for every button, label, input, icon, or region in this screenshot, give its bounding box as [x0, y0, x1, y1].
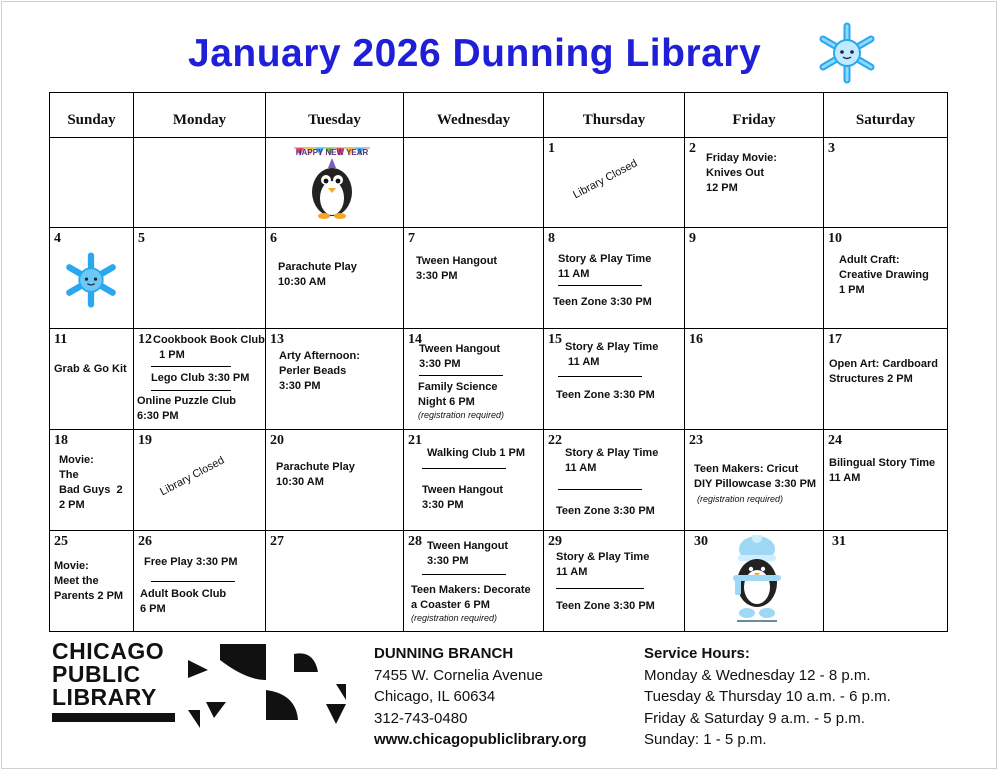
day-number: 24: [828, 433, 842, 448]
separator-line: [558, 376, 642, 377]
header-thursday: Thursday: [544, 93, 685, 138]
snowflake-icon: [818, 22, 876, 84]
logo-line: PUBLIC: [52, 661, 141, 687]
day-cell-29: [544, 531, 685, 632]
day-cell-24: [824, 430, 947, 531]
banner-text: HAPPY NEW YEAR: [295, 148, 369, 157]
day-cell-4: [50, 228, 134, 329]
separator-line: [422, 574, 506, 575]
day-cell-25: [50, 531, 134, 632]
hours-line: Monday & Wednesday 12 - 8 p.m.: [644, 666, 871, 684]
calendar-grid: [49, 92, 948, 632]
day-number: 17: [828, 332, 842, 347]
event-movie-bad-guys: Movie: The Bad Guys 2 2 PM: [59, 454, 123, 511]
event-tween-hangout: Tween Hangout 3:30 PM: [419, 343, 501, 370]
hours-line: Tuesday & Thursday 10 a.m. - 6 p.m.: [644, 688, 891, 705]
day-number: 2: [689, 141, 696, 156]
header-friday: Friday: [685, 93, 824, 138]
hours-line: Sunday: 1 - 5 p.m.: [644, 731, 767, 748]
day-cell-28: [404, 531, 544, 632]
header-sunday: Sunday: [50, 93, 134, 138]
event-cookbook-club: Cookbook Book Club 1 PM: [153, 334, 265, 361]
day-cell-11: [50, 329, 134, 430]
day-cell-empty: [134, 138, 266, 228]
registration-note: (registration required): [418, 410, 505, 420]
event-story-play-time: Story & Play Time 11 AM: [558, 253, 652, 280]
day-number: 19: [138, 433, 152, 448]
logo-line: LIBRARY: [52, 684, 157, 710]
header-saturday: Saturday: [824, 93, 947, 138]
header-monday: Monday: [134, 93, 266, 138]
event-story-play-time: Story & Play Time 11 AM: [565, 341, 659, 368]
day-number: 20: [270, 433, 284, 448]
day-cell-17: [824, 329, 947, 430]
event-parachute-play: Parachute Play 10:30 AM: [276, 461, 355, 488]
event-free-play: Free Play 3:30 PM: [144, 556, 238, 568]
branch-info: [374, 643, 587, 751]
separator-line: [422, 468, 506, 469]
header-wednesday: Wednesday: [404, 93, 544, 138]
day-cell-8: [544, 228, 685, 329]
hours-title: Service Hours:: [644, 645, 750, 662]
day-cell-9: [685, 228, 824, 329]
event-friday-movie: Friday Movie: Knives Out 12 PM: [706, 152, 777, 194]
penguin-skating-icon: [723, 535, 791, 629]
day-number: 27: [270, 534, 284, 549]
day-cell-10: [824, 228, 947, 329]
event-grab-go-kit: Grab & Go Kit: [54, 363, 127, 375]
event-tween-hangout: Tween Hangout 3:30 PM: [416, 255, 498, 282]
event-adult-craft: Adult Craft: Creative Drawing 1 PM: [839, 254, 929, 296]
event-parachute-play: Parachute Play 10:30 AM: [278, 261, 357, 288]
branch-address: 7455 W. Cornelia Avenue: [374, 666, 544, 684]
day-number: 23: [689, 433, 703, 448]
event-movie-meet-the-parents: Movie: Meet the Parents 2 PM: [54, 560, 124, 602]
day-number: 30: [694, 534, 708, 549]
event-teen-zone: Teen Zone 3:30 PM: [553, 296, 652, 308]
day-number: 28: [408, 534, 422, 549]
library-closed-label: Library Closed: [571, 157, 640, 202]
day-cell-empty: [50, 138, 134, 228]
separator-line: [558, 285, 642, 286]
day-cell-3: [824, 138, 947, 228]
website-link[interactable]: www.chicagopubliclibrary.org: [374, 731, 587, 748]
day-cell-14: [404, 329, 544, 430]
event-bilingual-story-time: Bilingual Story Time 11 AM: [829, 457, 936, 484]
event-open-art: Open Art: Cardboard Structures 2 PM: [829, 358, 938, 385]
page-title: January 2026 Dunning Library: [188, 32, 762, 75]
day-cell-16: [685, 329, 824, 430]
event-teen-makers-coaster: Teen Makers: Decorate a Coaster 6 PM: [411, 584, 531, 611]
branch-phone: 312-743-0480: [374, 709, 468, 727]
event-teen-makers-cricut: Teen Makers: Cricut DIY Pillowcase 3:30 PM: [694, 463, 817, 490]
registration-note: (registration required): [411, 613, 498, 623]
separator-line: [151, 366, 231, 367]
day-number: 4: [54, 231, 61, 246]
hours-line: Friday & Saturday 9 a.m. - 5 p.m.: [644, 709, 865, 727]
logo-bar: [52, 713, 175, 722]
day-cell-6: [266, 228, 404, 329]
day-number: 9: [689, 231, 696, 246]
snowflake-icon: [64, 252, 118, 308]
day-cell-15: [544, 329, 685, 430]
day-number: 25: [54, 534, 68, 549]
day-cell-21: [404, 430, 544, 531]
day-cell-12: [134, 329, 266, 430]
event-story-play-time: Story & Play Time 11 AM: [556, 551, 650, 578]
event-lego-club: Lego Club 3:30 PM: [151, 372, 250, 384]
day-cell-1: [544, 138, 685, 228]
day-number: 13: [270, 332, 284, 347]
event-teen-zone: Teen Zone 3:30 PM: [556, 600, 655, 612]
day-number: 3: [828, 141, 835, 156]
day-cell-2: [685, 138, 824, 228]
day-number: 5: [138, 231, 145, 246]
day-number: 10: [828, 231, 842, 246]
event-tween-hangout: Tween Hangout 3:30 PM: [427, 540, 509, 567]
branch-name: DUNNING BRANCH: [374, 645, 514, 662]
branch-city: Chicago, IL 60634: [374, 688, 496, 705]
day-number: 29: [548, 534, 562, 549]
chicago-public-library-logo: [52, 640, 164, 709]
event-adult-book-club: Adult Book Club 6 PM: [140, 588, 227, 615]
day-cell-31: [824, 531, 947, 632]
event-teen-zone: Teen Zone 3:30 PM: [556, 505, 655, 517]
day-cell-empty: [266, 138, 404, 228]
event-arty-afternoon: Arty Afternoon: Perler Beads 3:30 PM: [279, 350, 360, 392]
day-cell-empty: [404, 138, 544, 228]
day-cell-13: [266, 329, 404, 430]
day-number: 22: [548, 433, 562, 448]
event-walking-club: Walking Club 1 PM: [427, 447, 525, 459]
event-tween-hangout: Tween Hangout 3:30 PM: [422, 484, 504, 511]
event-story-play-time: Story & Play Time 11 AM: [565, 447, 659, 474]
day-cell-5: [134, 228, 266, 329]
day-cell-26: [134, 531, 266, 632]
event-teen-zone: Teen Zone 3:30 PM: [556, 389, 655, 401]
separator-line: [556, 588, 644, 589]
day-number: 6: [270, 231, 277, 246]
day-number: 26: [138, 534, 152, 549]
day-number: 31: [832, 534, 846, 549]
day-cell-7: [404, 228, 544, 329]
service-hours: [644, 643, 891, 751]
day-cell-20: [266, 430, 404, 531]
event-online-puzzle-club: Online Puzzle Club 6:30 PM: [137, 395, 237, 422]
event-family-science-night: Family Science Night 6 PM: [418, 381, 498, 408]
registration-note: (registration required): [697, 494, 784, 504]
day-number: 11: [54, 332, 68, 347]
day-cell-23: [685, 430, 824, 531]
penguin-new-year-icon: [292, 144, 372, 222]
separator-line: [151, 581, 235, 582]
day-cell-27: [266, 531, 404, 632]
separator-line: [419, 375, 503, 376]
day-cell-19: [134, 430, 266, 531]
separator-line: [558, 489, 642, 490]
day-number: 12: [138, 332, 152, 347]
day-cell-30: [685, 531, 824, 632]
day-number: 15: [548, 332, 562, 347]
separator-line: [151, 390, 231, 391]
logo-shapes-graphic: [186, 640, 346, 735]
day-number: 7: [408, 231, 415, 246]
day-number: 16: [689, 332, 703, 347]
header-tuesday: Tuesday: [266, 93, 404, 138]
day-cell-22: [544, 430, 685, 531]
day-cell-18: [50, 430, 134, 531]
day-number: 18: [54, 433, 68, 448]
day-number: 8: [548, 231, 555, 246]
day-number: 1: [548, 141, 555, 156]
logo-line: CHICAGO: [52, 638, 165, 664]
day-number: 14: [408, 332, 422, 347]
library-closed-label: Library Closed: [158, 454, 227, 499]
day-number: 21: [408, 433, 422, 448]
